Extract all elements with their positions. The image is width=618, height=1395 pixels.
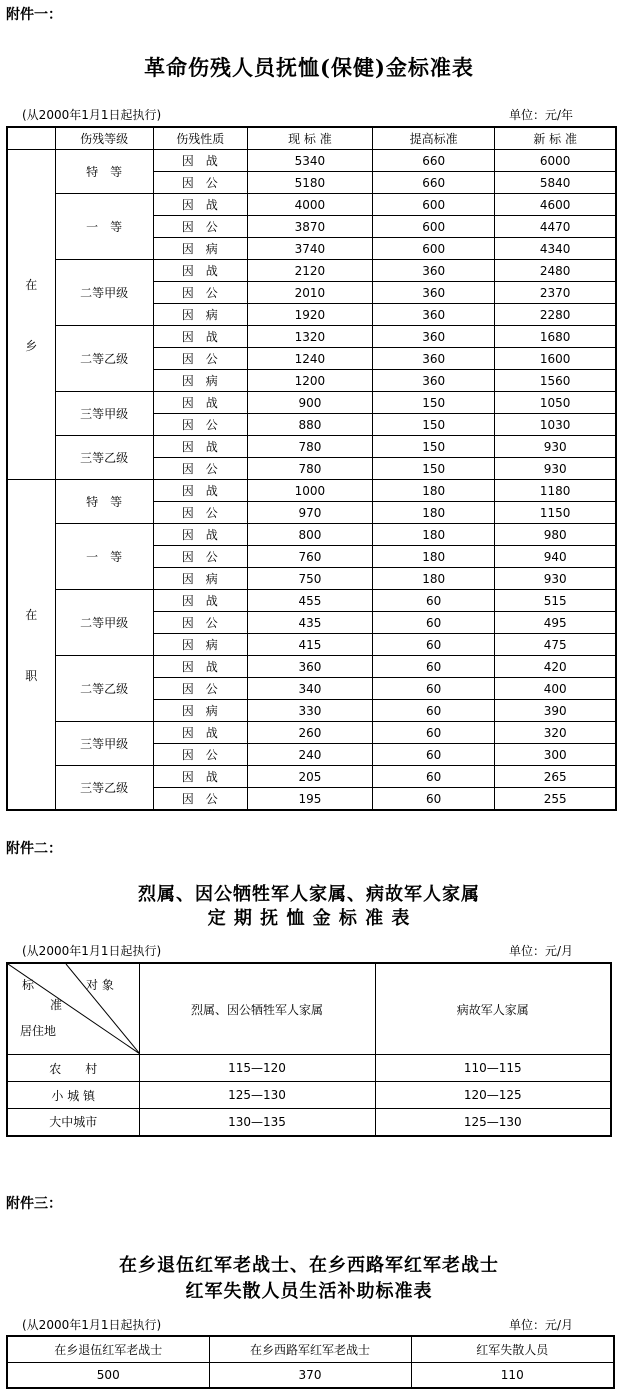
- table-row: [7, 524, 616, 546]
- value-cell: 360: [247, 656, 372, 678]
- value-cell: 1050: [495, 392, 616, 414]
- value-cell: 60: [373, 744, 495, 766]
- table1-header-row: [7, 127, 616, 150]
- value-cell: 390: [495, 700, 616, 722]
- value-cell: 6000: [495, 150, 616, 172]
- nature-cell: 因 战: [153, 392, 247, 414]
- value-cell: 930: [495, 568, 616, 590]
- value-cell: 195: [247, 788, 372, 811]
- nature-cell: 因 战: [153, 722, 247, 744]
- grade-label: 一 等: [55, 194, 153, 260]
- value-cell: 60: [373, 788, 495, 811]
- table-row: [7, 480, 616, 502]
- value-cell: 940: [495, 546, 616, 568]
- value-cell: 150: [373, 414, 495, 436]
- value-cell: 60: [373, 590, 495, 612]
- value-cell: 3740: [247, 238, 372, 260]
- group-label-char: 在: [25, 607, 38, 622]
- value-cell: 750: [247, 568, 372, 590]
- value-cell: 125—130: [139, 1082, 375, 1109]
- group-label-char: 在: [25, 277, 38, 292]
- value-cell: 300: [495, 744, 616, 766]
- nature-cell: 因 公: [153, 282, 247, 304]
- value-cell: 1320: [247, 326, 372, 348]
- value-cell: 2280: [495, 304, 616, 326]
- value-cell: 1240: [247, 348, 372, 370]
- table-row: [7, 150, 616, 172]
- value-cell: 3870: [247, 216, 372, 238]
- nature-cell: 因 病: [153, 238, 247, 260]
- nature-cell: 因 公: [153, 612, 247, 634]
- table3-title-line1: 在乡退伍红军老战士、在乡西路军红军老战士: [119, 1255, 499, 1276]
- table-row: [7, 766, 616, 788]
- nature-cell: 因 战: [153, 766, 247, 788]
- nature-cell: 因 病: [153, 634, 247, 656]
- nature-cell: 因 战: [153, 150, 247, 172]
- value-cell: 435: [247, 612, 372, 634]
- nature-cell: 因 公: [153, 172, 247, 194]
- value-cell: 1560: [495, 370, 616, 392]
- value-cell: 1200: [247, 370, 372, 392]
- table1: [6, 126, 617, 811]
- value-cell: 1030: [495, 414, 616, 436]
- nature-cell: 因 战: [153, 260, 247, 282]
- value-cell: 1920: [247, 304, 372, 326]
- table3-header-row: [7, 1336, 614, 1362]
- value-cell: 370: [209, 1362, 411, 1388]
- nature-cell: 因 战: [153, 524, 247, 546]
- diag-label-zhun: 准: [50, 998, 63, 1012]
- table-row: [7, 590, 616, 612]
- table2: [6, 962, 612, 1137]
- value-cell: 760: [247, 546, 372, 568]
- nature-cell: 因 战: [153, 590, 247, 612]
- header-increase: 提高标准: [373, 127, 495, 150]
- value-cell: 2010: [247, 282, 372, 304]
- nature-cell: 因 病: [153, 568, 247, 590]
- table-row: [7, 326, 616, 348]
- nature-cell: 因 公: [153, 414, 247, 436]
- value-cell: 400: [495, 678, 616, 700]
- table-row: [7, 1055, 611, 1082]
- header-new: 新 标 准: [495, 127, 616, 150]
- table-row: [7, 194, 616, 216]
- table1-title: 革命伤残人员抚恤(保健)金标准表: [144, 55, 474, 80]
- value-cell: 330: [247, 700, 372, 722]
- value-cell: 455: [247, 590, 372, 612]
- value-cell: 2480: [495, 260, 616, 282]
- value-cell: 360: [373, 282, 495, 304]
- table2-since: (从2000年1月1日起执行): [22, 944, 162, 958]
- attachment-2-label: 附件二：: [6, 841, 62, 857]
- value-cell: 600: [373, 194, 495, 216]
- value-cell: 4000: [247, 194, 372, 216]
- nature-cell: 因 战: [153, 656, 247, 678]
- value-cell: 660: [373, 150, 495, 172]
- header-martyr-family: 烈属、因公牺牲军人家属: [139, 963, 375, 1055]
- value-cell: 800: [247, 524, 372, 546]
- header-nature: 伤残性质: [153, 127, 247, 150]
- value-cell: 60: [373, 656, 495, 678]
- table3-title-line2: 红军失散人员生活补助标准表: [185, 1281, 433, 1302]
- nature-cell: 因 公: [153, 744, 247, 766]
- value-cell: 360: [373, 304, 495, 326]
- table-row: [7, 722, 616, 744]
- value-cell: 255: [495, 788, 616, 811]
- table-row: [7, 1082, 611, 1109]
- table-row: [7, 1362, 614, 1388]
- residence-label: 农 村: [7, 1055, 139, 1082]
- value-cell: 360: [373, 260, 495, 282]
- value-cell: 60: [373, 634, 495, 656]
- value-cell: 320: [495, 722, 616, 744]
- nature-cell: 因 病: [153, 700, 247, 722]
- value-cell: 110—115: [375, 1055, 611, 1082]
- grade-label: 三等甲级: [55, 392, 153, 436]
- nature-cell: 因 战: [153, 194, 247, 216]
- value-cell: 600: [373, 238, 495, 260]
- residence-label: 大中城市: [7, 1109, 139, 1136]
- value-cell: 180: [373, 568, 495, 590]
- value-cell: 150: [373, 392, 495, 414]
- table-row: [7, 656, 616, 678]
- value-cell: 4600: [495, 194, 616, 216]
- value-cell: 880: [247, 414, 372, 436]
- diag-label-juzhudi: 居住地: [20, 1024, 57, 1038]
- value-cell: 60: [373, 700, 495, 722]
- group-label: [7, 150, 55, 480]
- table-row: [7, 436, 616, 458]
- value-cell: 205: [247, 766, 372, 788]
- value-cell: 660: [373, 172, 495, 194]
- grade-label: 二等乙级: [55, 656, 153, 722]
- grade-label: 一 等: [55, 524, 153, 590]
- attachment-3-label: 附件三：: [6, 1196, 62, 1212]
- value-cell: 780: [247, 436, 372, 458]
- value-cell: 150: [373, 436, 495, 458]
- attachment-1-label: 附件一：: [6, 7, 62, 23]
- value-cell: 60: [373, 766, 495, 788]
- value-cell: 125—130: [375, 1109, 611, 1136]
- value-cell: 130—135: [139, 1109, 375, 1136]
- value-cell: 180: [373, 502, 495, 524]
- value-cell: 180: [373, 546, 495, 568]
- value-cell: 900: [247, 392, 372, 414]
- grade-label: 三等乙级: [55, 766, 153, 811]
- value-cell: 340: [247, 678, 372, 700]
- diag-label-duixiang: 对 象: [86, 978, 114, 992]
- table3-unit: 单位：元/月: [509, 1318, 574, 1332]
- value-cell: 930: [495, 458, 616, 480]
- value-cell: 2120: [247, 260, 372, 282]
- diagonal-header-cell: [7, 963, 139, 1055]
- value-cell: 2370: [495, 282, 616, 304]
- nature-cell: 因 公: [153, 458, 247, 480]
- header-grade: 伤残等级: [55, 127, 153, 150]
- value-cell: 600: [373, 216, 495, 238]
- table-row: [7, 260, 616, 282]
- value-cell: 515: [495, 590, 616, 612]
- table3: [6, 1335, 615, 1389]
- value-cell: 5840: [495, 172, 616, 194]
- nature-cell: 因 公: [153, 546, 247, 568]
- value-cell: 5180: [247, 172, 372, 194]
- value-cell: 110: [411, 1362, 614, 1388]
- group-label: [7, 480, 55, 811]
- table3-since: (从2000年1月1日起执行): [22, 1318, 162, 1332]
- nature-cell: 因 公: [153, 216, 247, 238]
- nature-cell: 因 病: [153, 304, 247, 326]
- value-cell: 5340: [247, 150, 372, 172]
- value-cell: 1180: [495, 480, 616, 502]
- grade-label: 特 等: [55, 150, 153, 194]
- table1-unit: 单位：元/年: [509, 108, 574, 122]
- value-cell: 4470: [495, 216, 616, 238]
- value-cell: 415: [247, 634, 372, 656]
- value-cell: 420: [495, 656, 616, 678]
- value-cell: 120—125: [375, 1082, 611, 1109]
- nature-cell: 因 公: [153, 678, 247, 700]
- diag-label-biao: 标: [22, 978, 35, 992]
- table1-corner-cell: [7, 127, 55, 150]
- value-cell: 60: [373, 612, 495, 634]
- nature-cell: 因 公: [153, 348, 247, 370]
- value-cell: 60: [373, 722, 495, 744]
- table1-body: [7, 127, 616, 810]
- grade-label: 三等乙级: [55, 436, 153, 480]
- value-cell: 180: [373, 524, 495, 546]
- value-cell: 360: [373, 370, 495, 392]
- value-cell: 240: [247, 744, 372, 766]
- header-xilujun: 在乡西路军红军老战士: [209, 1336, 411, 1362]
- value-cell: 1000: [247, 480, 372, 502]
- value-cell: 265: [495, 766, 616, 788]
- nature-cell: 因 战: [153, 326, 247, 348]
- value-cell: 980: [495, 524, 616, 546]
- grade-label: 特 等: [55, 480, 153, 524]
- table2-header-row: [7, 963, 611, 1055]
- table2-title-line1: 烈属、因公牺牲军人家属、病故军人家属: [138, 884, 480, 905]
- residence-label: 小 城 镇: [7, 1082, 139, 1109]
- table-row: [7, 1109, 611, 1136]
- value-cell: 780: [247, 458, 372, 480]
- value-cell: 1600: [495, 348, 616, 370]
- header-illness-family: 病故军人家属: [375, 963, 611, 1055]
- value-cell: 60: [373, 678, 495, 700]
- grade-label: 二等乙级: [55, 326, 153, 392]
- group-label-char: 职: [25, 668, 38, 683]
- value-cell: 260: [247, 722, 372, 744]
- value-cell: 150: [373, 458, 495, 480]
- value-cell: 930: [495, 436, 616, 458]
- value-cell: 970: [247, 502, 372, 524]
- value-cell: 495: [495, 612, 616, 634]
- value-cell: 475: [495, 634, 616, 656]
- nature-cell: 因 公: [153, 788, 247, 811]
- value-cell: 360: [373, 326, 495, 348]
- value-cell: 115—120: [139, 1055, 375, 1082]
- nature-cell: 因 战: [153, 480, 247, 502]
- table2-title-line2: 定 期 抚 恤 金 标 准 表: [207, 908, 411, 929]
- value-cell: 1150: [495, 502, 616, 524]
- table2-unit: 单位：元/月: [509, 944, 574, 958]
- table1-since: (从2000年1月1日起执行): [22, 108, 162, 122]
- header-veteran: 在乡退伍红军老战士: [7, 1336, 209, 1362]
- value-cell: 360: [373, 348, 495, 370]
- grade-label: 三等甲级: [55, 722, 153, 766]
- value-cell: 500: [7, 1362, 209, 1388]
- value-cell: 4340: [495, 238, 616, 260]
- nature-cell: 因 病: [153, 370, 247, 392]
- value-cell: 180: [373, 480, 495, 502]
- group-label-char: 乡: [25, 338, 38, 353]
- value-cell: 1680: [495, 326, 616, 348]
- nature-cell: 因 公: [153, 502, 247, 524]
- header-current: 现 标 准: [247, 127, 372, 150]
- grade-label: 二等甲级: [55, 260, 153, 326]
- table-row: [7, 392, 616, 414]
- header-scattered: 红军失散人员: [411, 1336, 614, 1362]
- grade-label: 二等甲级: [55, 590, 153, 656]
- nature-cell: 因 战: [153, 436, 247, 458]
